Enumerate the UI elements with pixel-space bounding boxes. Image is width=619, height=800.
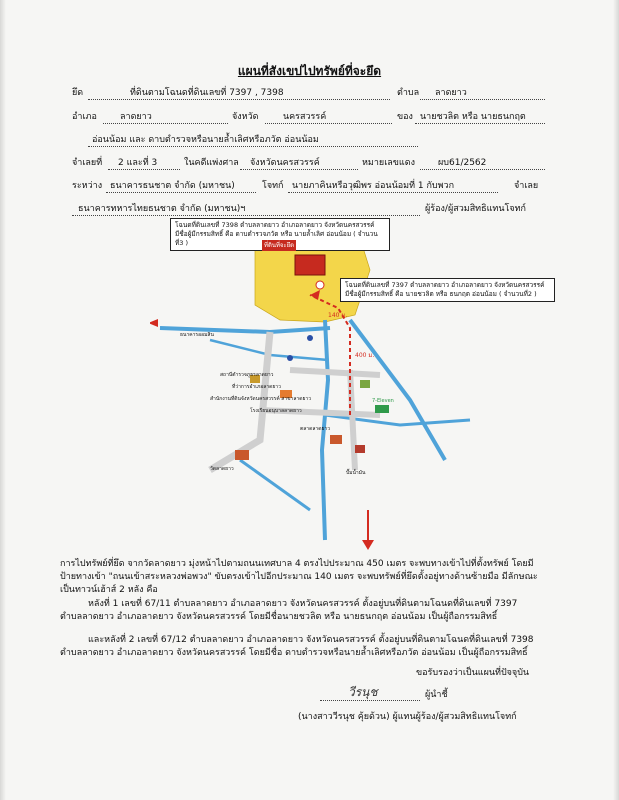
owner-value: นายชวลิต หรือ นายธนกฤต xyxy=(420,112,526,122)
text-line: หลังที่ 1 เลขที่ 67/11 ตำบลลาดยาว อำเภอลาดยาว จังหวัดนครสวรรค์ ตั้งอยู่บนที่ดินตามโฉนดที่ดินเลขที่ 7397 xyxy=(88,599,518,609)
petitioner-label: ผู้ร้อง/ผู้สวมสิทธิแทนโจทก์ xyxy=(425,204,526,214)
province-label: จังหวัด xyxy=(232,112,259,122)
poi-icon xyxy=(287,355,293,361)
seize-label: ยึด xyxy=(72,88,84,98)
underline xyxy=(420,99,545,100)
plaintiff-value: ธนาคารธนชาต จำกัด (มหาชน) xyxy=(110,181,235,191)
between-label: ระหว่าง xyxy=(72,181,103,191)
road-south-west xyxy=(240,460,310,510)
west-arrow-icon xyxy=(150,319,158,327)
tambon-value: ลาดยาว xyxy=(435,88,467,98)
text-line: ตำบลลาดยาว อำเภอลาดยาว จังหวัดนครสวรรค์ โดยมีชื่อ ดาบตำรวจหรือนายล้ำเลิศหรือภวัต อ่อนน้อม เป็นผู้ถือกรรมสิทธิ์ xyxy=(60,648,528,658)
certify-text: ขอรับรองว่าเป็นแผนที่ปัจจุบัน xyxy=(416,668,530,678)
south-arrow-icon xyxy=(362,540,374,550)
defendant-label: จำเลย xyxy=(514,181,539,191)
underline xyxy=(240,169,358,170)
scan-edge-left xyxy=(0,0,6,800)
text-line: ป้ายทางเข้า "ถนนเข้าสระหลวงพ่อพวง" ขับตรงเข้าไปอีกประมาณ 140 เมตร จะพบทรัพย์ที่ยึดตั้งอยู่ทางด้านซ้ายมือ มีลักษณะ xyxy=(60,572,538,582)
case-label: จำเลยที่ xyxy=(72,158,103,168)
callout-line: โฉนดที่ดินเลขที่ 7397 ตำบลลาดยาว อำเภอลาดยาว จังหวัดนครสวรรค์ xyxy=(345,281,545,289)
distance-400: 400 ม. xyxy=(355,352,375,359)
underline xyxy=(106,192,256,193)
underline xyxy=(265,123,392,124)
distance-140: 140 ม. xyxy=(328,312,348,319)
poi-icon xyxy=(355,445,365,453)
underline xyxy=(88,99,390,100)
scan-edge-right xyxy=(613,0,619,800)
description-p1 xyxy=(60,558,538,597)
underline xyxy=(103,123,228,124)
callout-plot-7397 xyxy=(340,278,555,302)
underline xyxy=(420,169,545,170)
poi-label: สถานีตำรวจภูธรลาดยาว xyxy=(220,372,274,378)
underline xyxy=(108,169,180,170)
poi-label: วัดลาดยาว xyxy=(210,466,234,472)
page-title: แผนที่สังเขปไปทรัพย์ที่จะยึด xyxy=(237,64,382,78)
poi-label: โรงเรียนอนุบาลลาดยาว xyxy=(250,408,302,414)
tambon-label: ตำบล xyxy=(397,88,420,98)
map-drawing xyxy=(150,210,480,550)
red-label: ที่ดินที่จะยึด xyxy=(264,242,295,249)
callout-line: มีชื่อผู้มีกรรมสิทธิ์ คือ ดาบตำรวจภวัต หรือ นายล้ำเลิศ อ่อนน้อม ( จำนวนที่3 ) xyxy=(175,230,378,247)
amphoe-label: อำเภอ xyxy=(72,112,97,122)
signature-name: (นางสาววีรนุช คุ้ยด้วน) ผู้แทนผู้ร้อง/ผู้สวมสิทธิแทนโจทก์ xyxy=(298,712,517,722)
target-plot xyxy=(295,255,325,275)
text-line: การไปทรัพย์ที่ยึด จากวัดลาดยาว มุ่งหน้าไปตามถนนเทศบาล 4 ตรงไปประมาณ 450 เมตร จะพบทางเข้าไปที่ตั้งทรัพย์ โดยมี xyxy=(60,559,534,569)
description-p3 xyxy=(60,634,534,660)
owner-continued: อ่อนน้อม และ ดาบตำรวจหรือนายล้ำเลิศหรือภวัต อ่อนน้อม xyxy=(92,135,319,145)
court-value: จังหวัดนครสวรรค์ xyxy=(250,158,320,168)
underline xyxy=(288,192,498,193)
underline xyxy=(415,123,545,124)
redno-label: หมายเลขแดง xyxy=(362,158,415,168)
text-line: และหลังที่ 2 เลขที่ 67/12 ตำบลลาดยาว อำเภอลาดยาว จังหวัดนครสวรรค์ ตั้งอยู่บนที่ดินตามโฉนดที่ดินเลขที่ 7398 xyxy=(88,635,534,645)
owner-label: ของ xyxy=(397,112,413,122)
signature-line xyxy=(320,700,420,701)
amphoe-value: ลาดยาว xyxy=(120,112,152,122)
sketch-map xyxy=(150,210,545,550)
poi-icon xyxy=(307,335,313,341)
redno-value: ผบ61/2562 xyxy=(438,158,487,168)
poi-label: ปั๊มน้ำมัน xyxy=(346,470,366,476)
underline xyxy=(88,146,418,147)
defendant-value: นายภาคินหรือวุฒิพร อ่อนน้อมที่ 1 กับพวก xyxy=(292,181,455,191)
petitioner-value: ธนาคารทหารไทยธนชาต จำกัด (มหาชน)ฯ xyxy=(78,204,246,214)
case-value: 2 และที่ 3 xyxy=(118,158,158,168)
signature-role: ผู้นำชี้ xyxy=(425,690,448,700)
poi-label: 7-Eleven xyxy=(372,398,394,404)
text-line: ตำบลลาดยาว อำเภอลาดยาว จังหวัดนครสวรรค์ โดยมีชื่อนายชวลิต หรือ นายธนกฤต อ่อนน้อม เป็นผู้ถือกรรมสิทธิ์ xyxy=(60,612,498,622)
poi-icon xyxy=(235,450,249,460)
poi-icon xyxy=(330,435,342,444)
poi-icon xyxy=(360,380,370,388)
court-label: ในคดีแพ่งศาล xyxy=(184,158,239,168)
road-east xyxy=(350,320,445,460)
signature-scribble: วีรนุช xyxy=(348,685,378,699)
text-line: เป็นทาวน์เฮ้าส์ 2 หลัง คือ xyxy=(60,585,158,595)
seize-value: ที่ดินตามโฉนดที่ดินเลขที่ 7397 , 7398 xyxy=(130,88,284,98)
plaintiff-label: โจทก์ xyxy=(262,181,284,191)
callout-line: โฉนดที่ดินเลขที่ 7398 ตำบลลาดยาว อำเภอลาดยาว จังหวัดนครสวรรค์ xyxy=(175,221,375,229)
poi-label: ที่ว่าการอำเภอลาดยาว xyxy=(232,384,281,390)
poi-label: สำนักงานที่ดินจังหวัดนครสวรรค์ สาขาลาดยาว xyxy=(210,396,312,402)
poi-label: ธนาคารออมสิน xyxy=(180,332,214,338)
callout-line: มีชื่อผู้มีกรรมสิทธิ์ คือ นายชวลิต หรือ ธนกฤต อ่อนน้อม ( จำนวนที่2 ) xyxy=(345,290,537,298)
province-value: นครสวรรค์ xyxy=(283,112,327,122)
poi-label: ตลาดลาดยาว xyxy=(300,426,331,432)
street xyxy=(290,370,380,375)
marker-1-icon xyxy=(316,281,324,289)
description-p2 xyxy=(60,598,517,624)
